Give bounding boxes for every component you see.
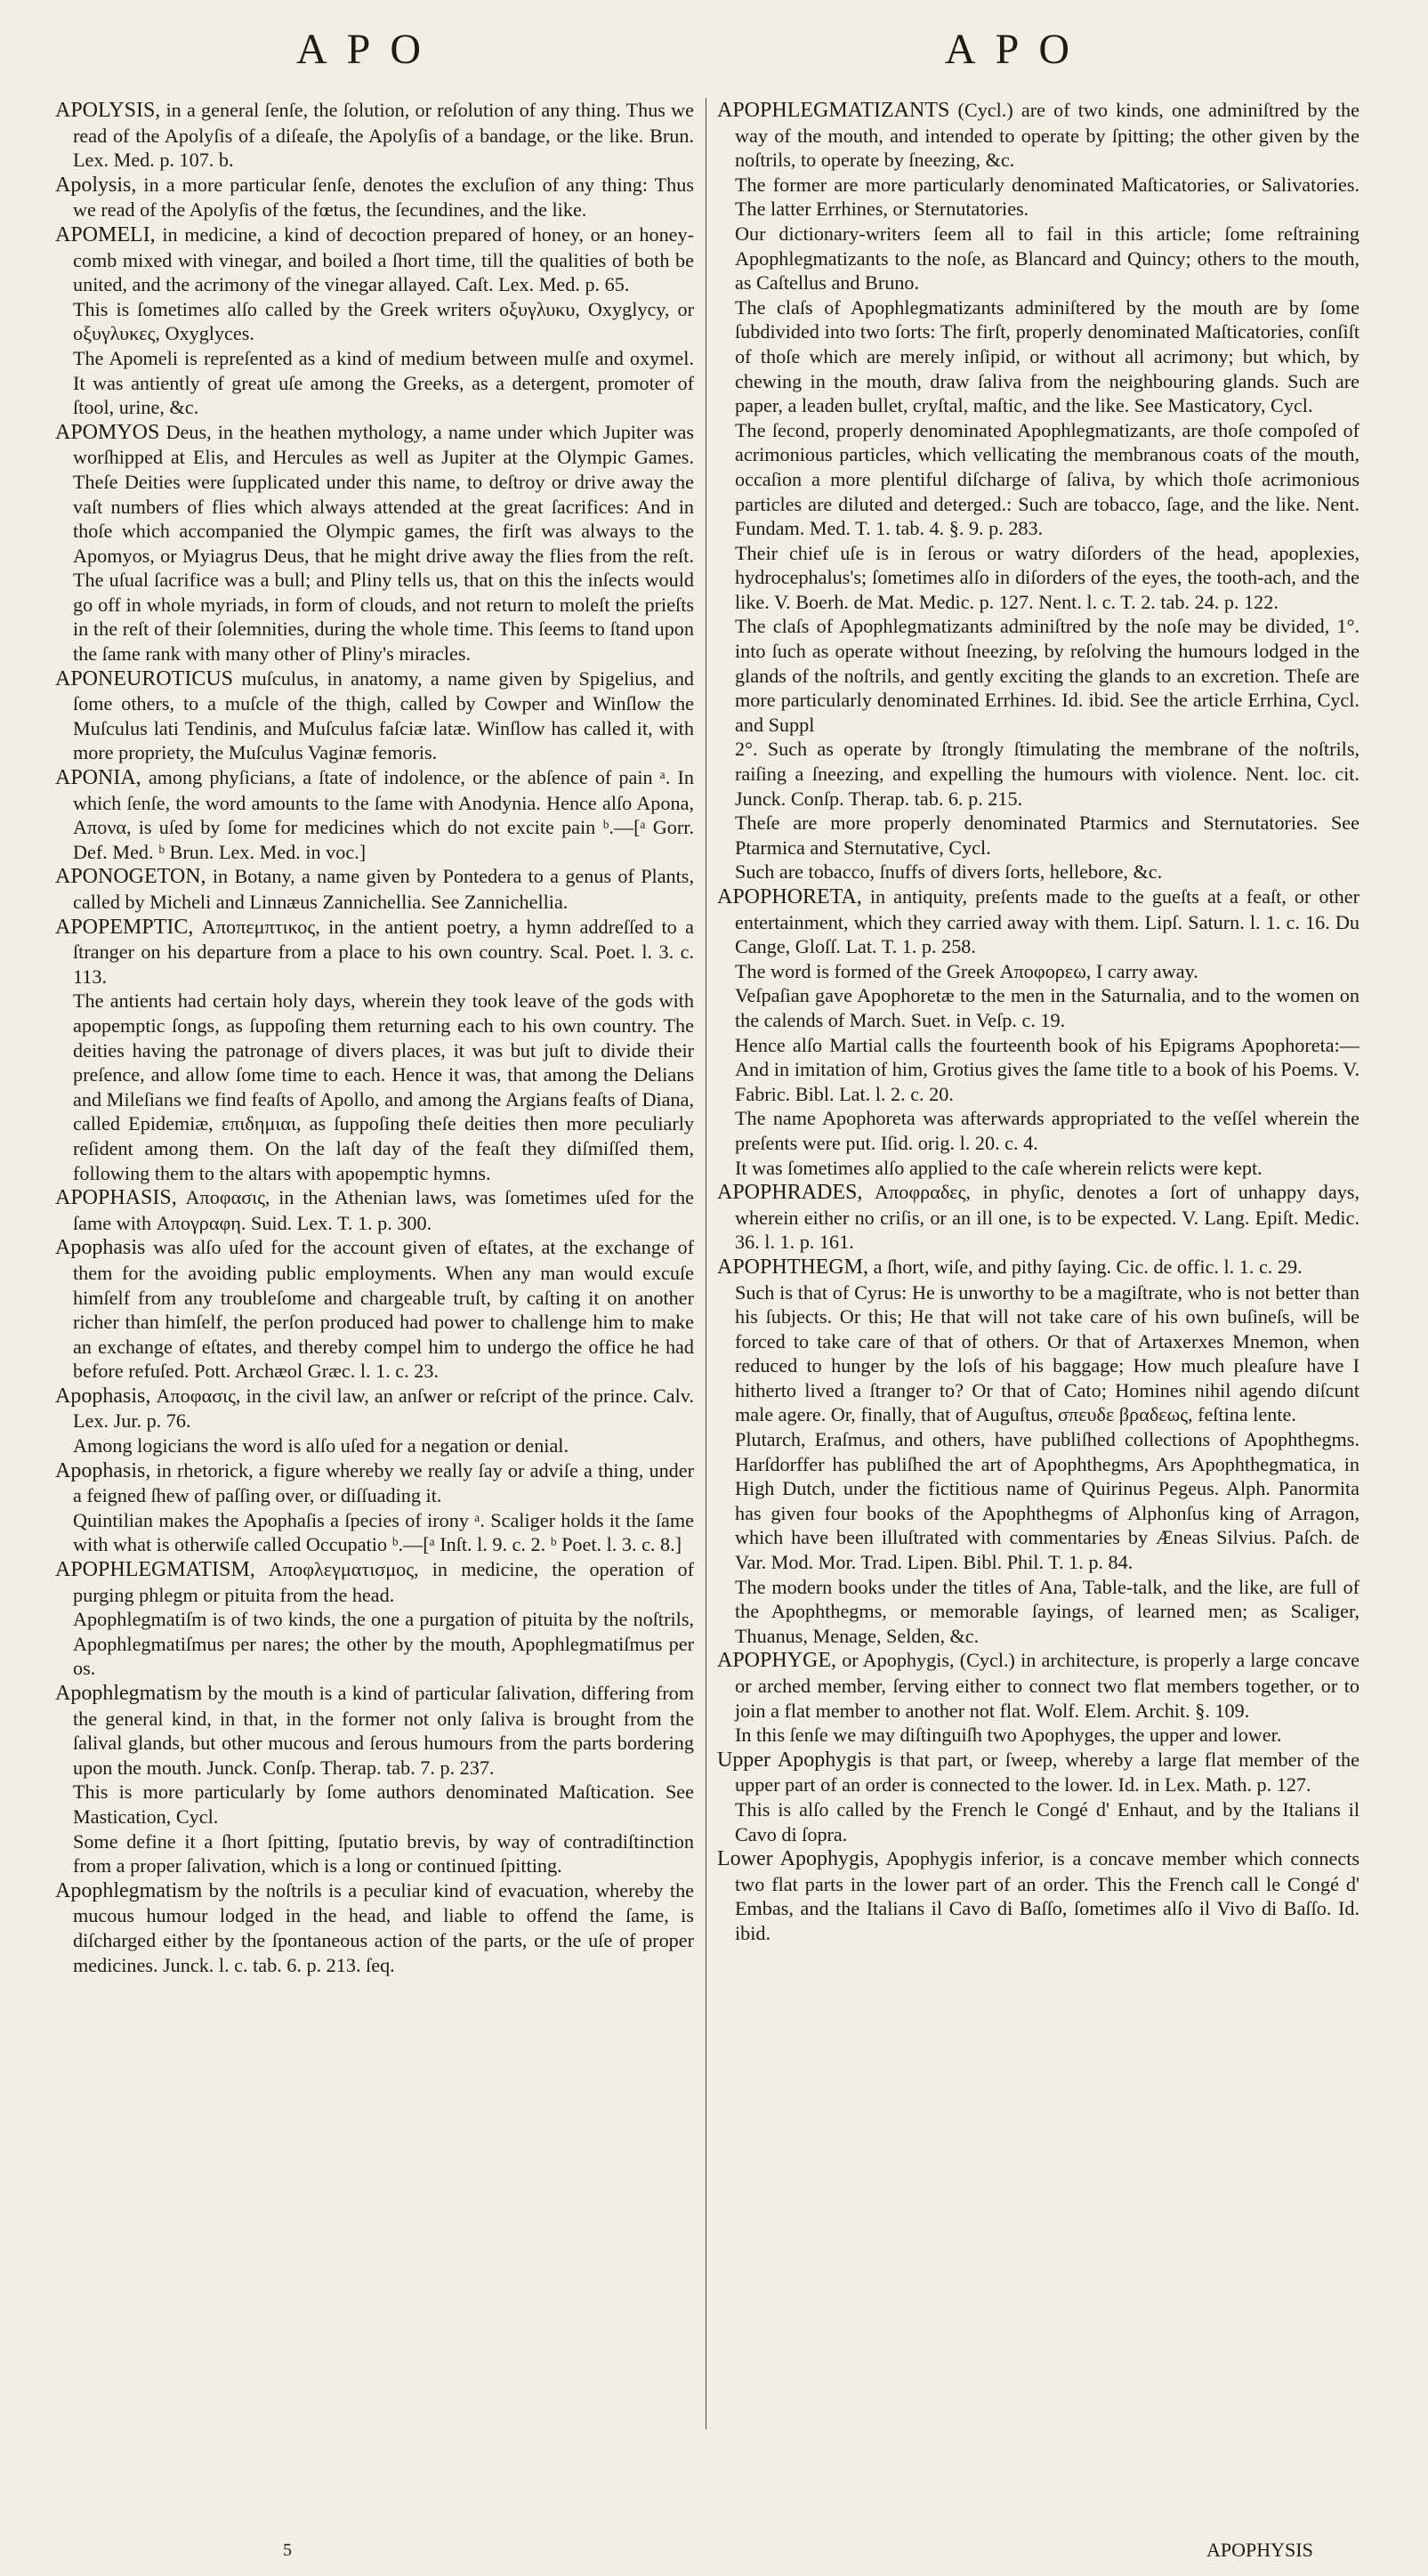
- dictionary-entry: [55, 1557, 694, 1607]
- entry-text: a ſhort, wiſe, and pithy ſaying. Cic. de offic. l. 1. c. 29.: [873, 1255, 1303, 1278]
- entry-text: Veſpaſian gave Apophoretæ to the men in the Saturnalia, and to the women on the calends of March. Suet. in Veſp. c. 19.: [735, 984, 1359, 1031]
- entry-text: Such are tobacco, ſnuffs of divers ſorts, hellebore, &c.: [735, 860, 1163, 884]
- dictionary-entry: [717, 1255, 1359, 1280]
- entry-paragraph: [55, 346, 694, 420]
- entry-text: in a general ſenſe, the ſolution, or reſolution of any thing. Thus we read of the Apolyſis of a diſeaſe, the Apolyſis of a bandage, or the like. Brun. Lex. Med. p. 107. b.: [73, 99, 695, 172]
- entry-paragraph: [55, 297, 694, 346]
- entry-text: in a more particular ſenſe, denotes the excluſion of any thing: Thus we read of the Apolyſis of the fœtus, the ſecundines, and the like.: [73, 173, 694, 222]
- headword: APOPHORETA,: [717, 885, 862, 908]
- headword: APOMELI,: [55, 222, 156, 246]
- entry-text: This is alſo called by the French le Congé d' Enhaut, and by the Italians il Cavo di ſopra.: [735, 1797, 1359, 1845]
- dictionary-entry: [55, 1185, 694, 1235]
- entry-text: Some define it a ſhort ſpitting, ſputatio brevis, by way of contradiſtinction from a proper ſalivation, which is a long or continued ſpitting.: [73, 1829, 694, 1877]
- headword: APOPHASIS,: [55, 1186, 177, 1210]
- entry-paragraph: [55, 1433, 694, 1458]
- entry-text: Αποφασις, in the Athenian laws, was ſometimes uſed for the ſame with Απογραφη. Suid. Lex. T. 1. p. 300.: [73, 1186, 695, 1234]
- headword: Apophlegmatism: [55, 1878, 203, 1902]
- dictionary-entry: [55, 666, 694, 765]
- entry-text: Quintilian makes the Apophaſis a ſpecies of irony ᵃ. Scaliger holds it the ſame with what is otherwiſe called Occupatio ᵇ.—[ᵃ Inſt. l. 9. c. 2. ᵇ Poet. l. 3. c. 8.]: [73, 1508, 694, 1556]
- header-left: APO: [296, 26, 441, 73]
- dictionary-entry: [55, 98, 694, 173]
- entry-text: The Apomeli is repreſented as a kind of medium between mulſe and oxymel. It was antiently of great uſe among the Greeks, as a detergent, promoter of ſtool, urine, &c.: [73, 346, 694, 419]
- dictionary-entry: [717, 1748, 1359, 1797]
- entry-text: was alſo uſed for the account given of eſtates, at the exchange of them for the avoiding public employments. When any man would excuſe himſelf from any troubleſome and chargeable truſt, by caſting it on another richer than himſelf, the perſon produced had power to challenge him to make an exchange of eſtates, and thereby compel him to undergo the office he had before refuſed. Pott. Archæol Græc. l. 1. c. 23.: [73, 1236, 694, 1383]
- entry-paragraph: [717, 1156, 1359, 1181]
- entry-paragraph: [717, 1280, 1359, 1428]
- right-column: [717, 98, 1359, 1946]
- entry-text: In this ſenſe we may diſtinguiſh two Apophyges, the upper and lower.: [735, 1724, 1282, 1747]
- entry-text: The ſecond, properly denominated Apophlegmatizants, are thoſe compoſed of acrimonious particles, which vellicating the membranous coats of the mouth, occaſion a more plentiful diſcharge of ſaliva, by which thoſe acrimonious particles are diluted and deterged.: Such are tobacco, ſage, and the like. Nent. Fundam. Med. T. 1. tab. 4. §. 9. p. 283.: [735, 418, 1359, 540]
- entry-text: Among logicians the word is alſo uſed for a negation or denial.: [73, 1434, 569, 1458]
- entry-text: Αποφλεγματισμος, in medicine, the operation of purging phlegm or pituita from the head.: [73, 1558, 694, 1606]
- headword: Apolysis,: [55, 173, 137, 197]
- entry-text: Αποφασις, in the civil law, an anſwer or reſcript of the prince. Calv. Lex. Jur. p. 76.: [73, 1384, 695, 1433]
- entry-paragraph: [717, 222, 1359, 295]
- entry-text: The claſs of Apophlegmatizants adminiſtred by the noſe may be divided, 1°. into ſuch as operate without ſneezing, by reſolving the humours lodged in the glands of the noſtrils, and gently exciting the glands to an excretion. Theſe are more particularly denominated Errhines. Id. ibid. See the article Errhina, Cycl. and Suppl: [735, 615, 1359, 736]
- dictionary-entry: [55, 864, 694, 914]
- headword: APOPHYGE,: [717, 1649, 837, 1673]
- entry-text: Plutarch, Eraſmus, and others, have publiſhed collections of Apophthegms. Harſdorffer has publiſhed the art of Apophthegms, Ars Apophthegmatica, in High Dutch, under the fictitious name of Quirinus Pegeus. Alph. Panormita has given four books of the Apophthegms of Alphonſus king of Arragon, which have been illuſtrated with commentaries by Æneas Silvius. Paſch. de Var. Mod. Mor. Trad. Lipen. Bibl. Phil. T. 1. p. 84.: [735, 1428, 1359, 1574]
- page-number: 5: [283, 2540, 292, 2560]
- headword: APOPHLEGMATIZANTS: [717, 99, 950, 122]
- entry-text: is that part, or ſweep, whereby a large flat member of the upper part of an order is connected to the lower. Id. in Lex. Math. p. 127.: [735, 1748, 1359, 1797]
- entry-paragraph: [717, 811, 1359, 860]
- entry-paragraph: [717, 1033, 1359, 1107]
- headword: Apophasis: [55, 1236, 146, 1260]
- header-right: APO: [945, 26, 1090, 73]
- entry-paragraph: [717, 541, 1359, 615]
- dictionary-entry: [717, 884, 1359, 959]
- entry-text: by the mouth is a kind of particular ſalivation, differing from the general kind, in that, in the former not only ſaliva is brought from the ſalival glands, but other mucous and ſerous humours from the parts bordering upon the mouth. Junck. Conſp. Therap. tab. 7. p. 237.: [73, 1682, 694, 1779]
- entry-text: It was ſometimes alſo applied to the caſe wherein relicts were kept.: [735, 1156, 1263, 1179]
- entry-text: Apophlegmatiſm is of two kinds, the one a purgation of pituita by the noſtrils, Apophlegmatiſmus per nares; the other by the mouth, Apophlegmatiſmus per os.: [73, 1608, 694, 1680]
- left-column: [55, 98, 694, 1977]
- entry-text: among phyſicians, a ſtate of indolence, or the abſence of pain ᵃ. In which ſenſe, the word amounts to the ſame with Anodynia. Hence alſo Apona, Απονα, is uſed by ſome for medicines which do not excite pain ᵇ.—[ᵃ Gorr. Def. Med. ᵇ Brun. Lex. Med. in voc.]: [73, 766, 694, 863]
- headword: APONIA,: [55, 766, 141, 790]
- entry-text: (Cycl.) are of two kinds, one adminiſtred by the way of the mouth, and intended to operate by ſpitting; the other given by the noſtrils, to operate by ſneezing, &c.: [735, 99, 1359, 172]
- dictionary-entry: [55, 1681, 694, 1780]
- entry-text: The former are more particularly denominated Maſticatories, or Salivatories. The latter Errhines, or Sternutatories.: [735, 173, 1359, 221]
- headword: Lower Apophygis,: [717, 1847, 879, 1871]
- dictionary-entry: [55, 1458, 694, 1508]
- entry-text: The word is formed of the Greek Αποφορεω, I carry away.: [735, 959, 1198, 982]
- dictionary-entry: [717, 1180, 1359, 1255]
- entry-paragraph: [55, 1780, 694, 1829]
- entry-paragraph: [717, 1575, 1359, 1649]
- dictionary-entry: [717, 98, 1359, 173]
- entry-paragraph: [717, 295, 1359, 418]
- entry-text: Αποφραδες, in phyſic, denotes a ſort of unhappy days, wherein either no criſis, or an ill one, is to be expected. V. Lang. Epiſt. Medic. 36. l. 1. p. 161.: [735, 1181, 1360, 1254]
- entry-paragraph: [717, 1106, 1359, 1155]
- entry-paragraph: [717, 983, 1359, 1032]
- entry-text: or Apophygis, (Cycl.) in architecture, is properly a large concave or arched member, ſerving either to connect two flat members together, or to join a flat member to another not flat. Wolf. Elem. Archit. §. 109.: [735, 1649, 1359, 1722]
- entry-text: Αποπεμπτικος, in the antient poetry, a hymn addreſſed to a ſtranger on his departure from a place to his own country. Scal. Poet. l. 3. c. 113.: [73, 915, 694, 988]
- dictionary-entry: [55, 1384, 694, 1433]
- headword: APONOGETON,: [55, 865, 206, 889]
- entry-text: Deus, in the heathen mythology, a name under which Jupiter was worſhipped at Elis, and Hercules as well as Jupiter at the Olympic Games. Theſe Deities were ſupplicated under this name, to deſtroy or drive away the vaſt numbers of flies which always attended at the great ſacrifices: And in thoſe which accompanied the Olympic games, the firſt was always to the Apomyos, or Myiagrus Deus, that he might drive away the flies from the reſt. The uſual ſacrifice was a bull; and Pliny tells us, that on this the inſects would go off in whole myriads, in form of clouds, and not return to moleſt the prieſts in the reſt of their ſolemnities, during the whole time. This ſeems to ſtand upon the ſame rank with many other of Pliny's miracles.: [73, 420, 694, 666]
- entry-text: 2°. Such as operate by ſtrongly ſtimulating the membrane of the noſtrils, raiſing a ſneezing, and expelling the humours with violence. Nent. loc. cit. Junck. Conſp. Therap. tab. 6. p. 215.: [735, 738, 1359, 810]
- dictionary-entry: [717, 1648, 1359, 1723]
- entry-paragraph: [717, 1427, 1359, 1575]
- entry-text: Such is that of Cyrus: He is unworthy to be a magiſtrate, who is not better than his ſubjects. Or this; He that will not take care of his own buſineſs, will be forced to take care of that of others. Or that of Artaxerxes Mnemon, when reduced to hunger by the loſs of his baggage; How much pleaſure have I hitherto lived a ſtranger to? Or that of Cato; Homines nihil agendo diſcunt male agere. Or, finally, that of Auguſtus, σπευδε βραδεως, feſtina lente.: [735, 1280, 1359, 1426]
- dictionary-entry: [55, 1235, 694, 1384]
- dictionary-entry: [55, 420, 694, 666]
- entry-text: The claſs of Apophlegmatizants adminiſtered by the mouth are by ſome ſubdivided into two ſorts: The firſt, properly denominated Maſticatories, conſiſt of thoſe which are merely inſipid, or without all acrimony; but which, by chewing in the mouth, draw ſaliva from the neighbouring glands. Such are paper, a leaden bullet, cryſtal, maſtic, and the like. See Masticatory, Cycl.: [735, 295, 1359, 417]
- entry-text: in antiquity, preſents made to the gueſts at a feaſt, or other entertainment, which they carried away with them. Lipſ. Saturn. l. 1. c. 16. Du Cange, Gloſſ. Lat. T. 1. p. 258.: [735, 885, 1360, 958]
- entry-text: This is more particularly by ſome authors denominated Maſtication. See Mastication, Cycl.: [73, 1781, 694, 1828]
- headword: APOPEMPTIC,: [55, 915, 194, 939]
- headword: APONEUROTICUS: [55, 666, 234, 690]
- entry-paragraph: [717, 1723, 1359, 1748]
- headword: Apophasis,: [55, 1458, 151, 1482]
- headword: APOPHTHEGM,: [717, 1255, 869, 1279]
- entry-text: Hence alſo Martial calls the fourteenth book of his Epigrams Apophoreta:—And in imitation of him, Grotius gives the ſame title to a book of his Poems. V. Fabric. Bibl. Lat. l. 2. c. 20.: [735, 1033, 1359, 1105]
- entry-text: Apophygis inferior, is a concave member which connects two flat parts in the lower part of an order. This the French call le Congé d' Embas, and the Italians il Cavo di Baſſo, ſometimes alſo il Vivo di Baſſo. Id. ibid.: [735, 1847, 1360, 1944]
- entry-paragraph: [55, 989, 694, 1185]
- entry-paragraph: [717, 173, 1359, 222]
- headword: APOPHRADES,: [717, 1181, 863, 1205]
- dictionary-entry: [55, 1878, 694, 1977]
- entry-paragraph: [55, 1607, 694, 1681]
- entry-text: The antients had certain holy days, wherein they took leave of the gods with apopemptic ſongs, as ſuppoſing them returning each to his own country. The deities having the patronage of divers places, it was but juſt to divide their preſence, and allow ſome time to each. Hence it was, that among the Delians and Mileſians we find feaſts of Apollo, and among the Argians feaſts of Diana, called Epidemiæ, επιδημιαι, as ſuppoſing theſe deities then more peculiarly reſident among them. On the laſt day of the feaſt they diſmiſſed them, following them to the altars with apopemptic hymns.: [73, 989, 694, 1184]
- headword: APOMYOS: [55, 420, 160, 444]
- entry-text: in Botany, a name given by Pontedera to a genus of Plants, called by Micheli and Linnæus Zannichellia. See Zannichellia.: [73, 865, 694, 913]
- dictionary-entry: [55, 765, 694, 864]
- entry-paragraph: [717, 1797, 1359, 1846]
- entry-paragraph: [717, 614, 1359, 737]
- entry-paragraph: [717, 959, 1359, 984]
- entry-text: This is ſometimes alſo called by the Greek writers οξυγλυκυ, Oxyglycy, or οξυγλυκες, Oxyglyces.: [73, 297, 694, 345]
- entry-text: The name Apophoreta was afterwards appropriated to the veſſel wherein the preſents were put. Iſid. orig. l. 20. c. 4.: [735, 1107, 1359, 1154]
- headword: Upper Apophygis: [717, 1748, 872, 1772]
- entry-paragraph: [717, 418, 1359, 541]
- entry-text: muſculus, in anatomy, a name given by Spigelius, and ſome others, to a muſcle of the thigh, called by Cowper and Winſlow the Muſculus lati Tendinis, and Muſculus faſciæ latæ. Winſlow has called it, with more propriety, the Muſculus Vaginæ femoris.: [73, 666, 695, 764]
- entry-text: by the noſtrils is a peculiar kind of evacuation, whereby the mucous humour lodged in the head, and liable to offend the ſame, is diſcharged either by the ſpontaneous action of the parts, or the uſe of proper medicines. Junck. l. c. tab. 6. p. 213. ſeq.: [73, 1878, 695, 1976]
- headword: APOPHLEGMATISM,: [55, 1558, 255, 1582]
- headword: APOLYSIS,: [55, 99, 161, 122]
- entry-paragraph: [717, 737, 1359, 811]
- dictionary-entry: [55, 173, 694, 222]
- entry-paragraph: [717, 860, 1359, 884]
- entry-text: Theſe are more properly denominated Ptarmics and Sternutatories. See Ptarmica and Sternutative, Cycl.: [735, 812, 1359, 859]
- running-header: [0, 25, 1428, 87]
- headword: Apophlegmatism: [55, 1682, 203, 1705]
- headword: Apophasis,: [55, 1384, 151, 1408]
- dictionary-entry: [55, 915, 694, 989]
- entry-text: in medicine, a kind of decoction prepared of honey, or an honey-comb mixed with vinegar, and boiled a ſhort time, till the qualities of both be united, and the acrimony of the vinegar allayed. Caſt. Lex. Med. p. 65.: [73, 222, 694, 296]
- catchword: APOPHYSIS: [1206, 2539, 1313, 2561]
- dictionary-entry: [717, 1846, 1359, 1945]
- entry-text: in rhetorick, a figure whereby we really ſay or adviſe a thing, under a feigned ſhew of paſſing over, or diſſuading it.: [73, 1458, 694, 1507]
- dictionary-entry: [55, 222, 694, 297]
- entry-text: Their chief uſe is in ſerous or watry diſorders of the head, apoplexies, hydrocephalus's; ſometimes alſo in diſorders of the eyes, the tooth-ach, and the like. V. Boerh. de Mat. Medic. p. 127. Nent. l. c. T. 2. tab. 24. p. 122.: [735, 541, 1359, 613]
- entry-text: The modern books under the titles of Ana, Table-talk, and the like, are full of the Apophthegms, or memorable ſayings, of learned men; as Scaliger, Thuanus, Menage, Selden, &c.: [735, 1575, 1359, 1647]
- entry-paragraph: [55, 1829, 694, 1878]
- entry-text: Our dictionary-writers ſeem all to fail in this article; ſome reſtraining Apophlegmatizants to the noſe, as Blancard and Quincy; others to the mouth, as Caſtellus and Bruno.: [735, 222, 1359, 295]
- entry-paragraph: [55, 1508, 694, 1557]
